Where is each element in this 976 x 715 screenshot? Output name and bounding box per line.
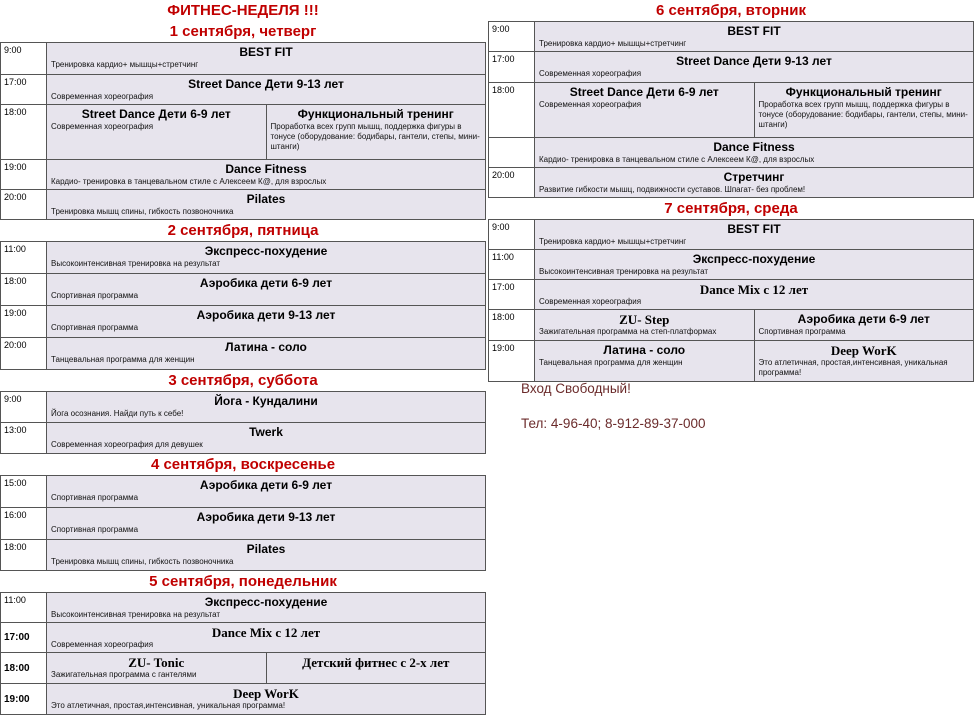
schedule-row <box>1 242 486 274</box>
phone-note: Тел: 4-96-40; 8-912-89-37-000 <box>521 416 706 431</box>
class-description: Современная хореография <box>539 100 642 109</box>
class-description: Современная хореография <box>539 69 642 78</box>
class-description: Тренировка мышц спины, гибкость позвоночника <box>51 207 234 216</box>
time-cell: 15:00 <box>1 476 47 508</box>
class-name: Стретчинг <box>723 170 785 184</box>
class-name: Street Dance Дети 9-13 лет <box>676 54 832 68</box>
class-name: Twerk <box>249 425 283 439</box>
class-block <box>47 242 485 273</box>
time-cell: 9:00 <box>489 22 535 52</box>
classes-cell <box>47 623 486 653</box>
time-cell: 19:00 <box>1 160 47 190</box>
class-block <box>47 392 485 422</box>
schedule-row <box>1 476 486 508</box>
class-name: Pilates <box>246 192 286 206</box>
title-row <box>1 0 486 21</box>
class-name: Аэробика дети 9-13 лет <box>196 510 336 524</box>
time-cell: 17:00 <box>489 280 535 310</box>
class-name: BEST FIT <box>727 24 781 38</box>
class-block <box>47 105 266 159</box>
class-description: Высокоинтенсивная тренировка на результат <box>51 610 221 619</box>
class-block <box>535 310 754 340</box>
class-block <box>266 105 485 159</box>
day-header <box>1 21 486 43</box>
page-title: ФИТНЕС-НЕДЕЛЯ !!! <box>167 2 319 19</box>
time-cell: 18:00 <box>489 310 535 341</box>
class-description: Спортивная программа <box>51 323 139 332</box>
schedule-row <box>1 160 486 190</box>
schedule-row <box>489 220 974 250</box>
schedule-row <box>1 43 486 75</box>
class-block <box>47 43 485 74</box>
time-cell: 20:00 <box>489 168 535 198</box>
time-cell: 18:00 <box>1 653 47 684</box>
class-description: Тренировка мышц спины, гибкость позвоночника <box>51 557 234 566</box>
classes-cell <box>535 22 974 52</box>
class-name: Аэробика дети 6-9 лет <box>797 312 930 326</box>
class-block <box>47 306 485 337</box>
time-cell: 19:00 <box>489 341 535 382</box>
class-block <box>47 476 485 507</box>
time-cell: 9:00 <box>1 43 47 75</box>
class-description: Это атлетичная, простая,интенсивная, уникальная программа! <box>51 701 286 710</box>
day-header <box>1 370 486 392</box>
day-title: 3 сентября, суббота <box>168 372 318 389</box>
class-name: Deep WorK <box>830 343 897 358</box>
class-name: ZU- Step <box>619 312 670 327</box>
time-cell: 17:00 <box>1 75 47 105</box>
time-cell: 11:00 <box>489 250 535 280</box>
class-name: Pilates <box>246 542 286 556</box>
class-block <box>754 83 973 137</box>
time-cell: 16:00 <box>1 508 47 540</box>
class-description: Кардио- тренировка в танцевальном стиле с Алексеем К@, для взрослых <box>539 155 815 164</box>
day-title: 6 сентября, вторник <box>656 2 806 19</box>
class-block <box>47 274 485 305</box>
class-block <box>47 338 485 369</box>
class-description: Высокоинтенсивная тренировка на результат <box>51 259 221 268</box>
class-block <box>47 540 485 570</box>
class-block <box>47 190 485 219</box>
class-block <box>754 310 973 340</box>
class-block <box>535 280 973 309</box>
class-block <box>47 653 266 683</box>
class-name: BEST FIT <box>239 45 293 59</box>
classes-cell <box>535 280 974 310</box>
class-block <box>47 593 485 622</box>
class-block <box>535 52 973 82</box>
class-description: Проработка всех групп мышц, поддержка фигуры в тонусе (оборудование: бодибары, гантели, степы, мини- штанги) <box>270 122 480 151</box>
classes-cell <box>47 423 486 454</box>
class-block <box>47 508 485 539</box>
class-name: Street Dance Дети 9-13 лет <box>188 77 344 91</box>
class-description: Проработка всех групп мышц, поддержка фигуры в тонусе (оборудование: бодибары, гантели, степы, мини- штанги) <box>758 100 968 129</box>
class-block <box>47 423 485 453</box>
schedule-row <box>489 280 974 310</box>
free-entry-note: Вход Свободный! <box>521 381 631 396</box>
class-name: Deep WorK <box>233 686 299 701</box>
schedule-row <box>1 623 486 653</box>
class-block <box>535 22 973 51</box>
classes-cell <box>47 508 486 540</box>
class-name: Dance Mix с 12 лет <box>699 282 809 297</box>
class-block <box>535 83 754 137</box>
day-title: 1 сентября, четверг <box>169 23 317 40</box>
class-description: Спортивная программа <box>51 291 139 300</box>
class-description: Зажигательная программа с гантелями <box>51 670 197 679</box>
schedule-row <box>1 593 486 623</box>
classes-cell <box>535 138 974 168</box>
class-description: Танцевальная программа для женщин <box>539 358 683 367</box>
classes-cell <box>535 83 974 138</box>
schedule-row <box>489 83 974 138</box>
time-cell: 17:00 <box>489 52 535 83</box>
day-header <box>489 198 974 220</box>
time-cell: 20:00 <box>1 338 47 370</box>
schedule-row <box>489 168 974 198</box>
class-description: Современная хореография <box>51 122 154 131</box>
time-cell: 9:00 <box>1 392 47 423</box>
class-name: Функциональный тренинг <box>297 107 454 121</box>
schedule-row <box>1 508 486 540</box>
class-block <box>47 684 485 714</box>
schedule-row <box>1 653 486 684</box>
time-cell: 18:00 <box>489 83 535 138</box>
class-description: Тренировка кардио+ мышцы+стретчинг <box>51 60 199 69</box>
schedule-table-left <box>0 0 486 715</box>
classes-cell <box>47 306 486 338</box>
schedule-row <box>1 274 486 306</box>
class-name: Dance Fitness <box>713 140 795 154</box>
class-block <box>47 160 485 189</box>
classes-cell <box>47 540 486 571</box>
class-description: Зажигательная программа на степ-платформах <box>539 327 717 336</box>
schedule-row <box>489 138 974 168</box>
class-description: Современная хореография <box>51 92 154 101</box>
time-cell: 19:00 <box>1 306 47 338</box>
class-name: Латина - соло <box>603 343 686 357</box>
classes-cell <box>535 220 974 250</box>
schedule-row <box>1 306 486 338</box>
class-description: Спортивная программа <box>51 493 139 502</box>
schedule-table-right <box>488 0 974 382</box>
class-name: BEST FIT <box>727 222 781 236</box>
classes-cell <box>47 274 486 306</box>
class-description: Современная хореография <box>51 640 154 649</box>
class-name: Аэробика дети 6-9 лет <box>199 276 333 290</box>
time-cell: 19:00 <box>1 684 47 715</box>
class-description: Высокоинтенсивная тренировка на результат <box>539 267 709 276</box>
class-description: Тренировка кардио+ мышцы+стретчинг <box>539 39 687 48</box>
class-block <box>535 138 973 167</box>
schedule-row <box>489 341 974 382</box>
time-cell: 18:00 <box>1 274 47 306</box>
class-block <box>535 220 973 249</box>
classes-cell <box>47 43 486 75</box>
classes-cell <box>47 190 486 220</box>
class-description: Йога осознания. Найди путь к себе! <box>51 409 184 418</box>
class-name: Street Dance Дети 6-9 лет <box>569 85 719 99</box>
classes-cell <box>535 168 974 198</box>
schedule-row <box>1 75 486 105</box>
schedule-row <box>489 250 974 280</box>
class-description: Тренировка кардио+ мышцы+стретчинг <box>539 237 687 246</box>
schedule-row <box>489 22 974 52</box>
class-block <box>535 341 754 381</box>
classes-cell <box>47 684 486 715</box>
class-description: Танцевальная программа для женщин <box>51 355 195 364</box>
class-name: Экспресс-похудение <box>204 595 328 609</box>
time-cell: 18:00 <box>1 105 47 160</box>
class-description: Спортивная программа <box>51 525 139 534</box>
schedule-row <box>1 338 486 370</box>
class-name: Dance Mix с 12 лет <box>211 625 321 640</box>
day-header <box>489 0 974 22</box>
schedule-row <box>1 392 486 423</box>
day-header <box>1 454 486 476</box>
class-name: Детский фитнес с 2-х лет <box>302 655 450 670</box>
class-name: Латина - соло <box>225 340 307 354</box>
class-name: Аэробика дети 6-9 лет <box>199 478 333 492</box>
class-name: Экспресс-похудение <box>204 244 328 258</box>
schedule-row <box>1 684 486 715</box>
classes-cell <box>47 593 486 623</box>
classes-cell <box>47 160 486 190</box>
classes-cell <box>535 52 974 83</box>
classes-cell <box>535 250 974 280</box>
classes-cell <box>47 105 486 160</box>
class-description: Кардио- тренировка в танцевальном стиле с Алексеем К@, для взрослых <box>51 177 327 186</box>
class-name: Аэробика дети 9-13 лет <box>196 308 336 322</box>
schedule-row <box>1 105 486 160</box>
schedule-row <box>489 52 974 83</box>
class-description: Спортивная программа <box>758 327 846 336</box>
day-title: 7 сентября, среда <box>664 200 798 217</box>
schedule-row <box>1 423 486 454</box>
day-title: 2 сентября, пятница <box>167 222 319 239</box>
schedule-row <box>489 310 974 341</box>
class-name: Street Dance Дети 6-9 лет <box>81 107 231 121</box>
time-cell: 18:00 <box>1 540 47 571</box>
time-cell <box>489 138 535 168</box>
time-cell: 11:00 <box>1 242 47 274</box>
classes-cell <box>47 75 486 105</box>
time-cell: 9:00 <box>489 220 535 250</box>
time-cell: 13:00 <box>1 423 47 454</box>
classes-cell <box>47 653 486 684</box>
schedule-row <box>1 190 486 220</box>
class-block <box>47 623 485 652</box>
right-column <box>488 0 974 382</box>
classes-cell <box>47 392 486 423</box>
day-title: 5 сентября, понедельник <box>149 573 337 590</box>
classes-cell <box>47 476 486 508</box>
day-title: 4 сентября, воскресенье <box>150 456 336 473</box>
class-description: Современная хореография для девушек <box>51 440 203 449</box>
class-description: Это атлетичная, простая,интенсивная, уникальная программа! <box>758 358 948 377</box>
time-cell: 11:00 <box>1 593 47 623</box>
schedule-row <box>1 540 486 571</box>
class-name: Dance Fitness <box>225 162 307 176</box>
classes-cell <box>535 310 974 341</box>
classes-cell <box>47 242 486 274</box>
class-block <box>266 653 485 683</box>
class-block <box>754 341 973 381</box>
time-cell: 17:00 <box>1 623 47 653</box>
class-block <box>535 250 973 279</box>
class-name: Экспресс-похудение <box>692 252 816 266</box>
class-name: Функциональный тренинг <box>785 85 942 99</box>
class-description: Развитие гибкости мышц, подвижности суставов. Шпагат- без проблем! <box>539 185 806 194</box>
class-name: ZU- Tonic <box>128 655 185 670</box>
class-name: Йога - Кундалини <box>214 394 318 408</box>
day-header <box>1 220 486 242</box>
class-description: Современная хореография <box>539 297 642 306</box>
time-cell: 20:00 <box>1 190 47 220</box>
classes-cell <box>47 338 486 370</box>
left-column <box>0 0 486 715</box>
class-block <box>47 75 485 104</box>
class-block <box>535 168 973 197</box>
classes-cell <box>535 341 974 382</box>
day-header <box>1 571 486 593</box>
